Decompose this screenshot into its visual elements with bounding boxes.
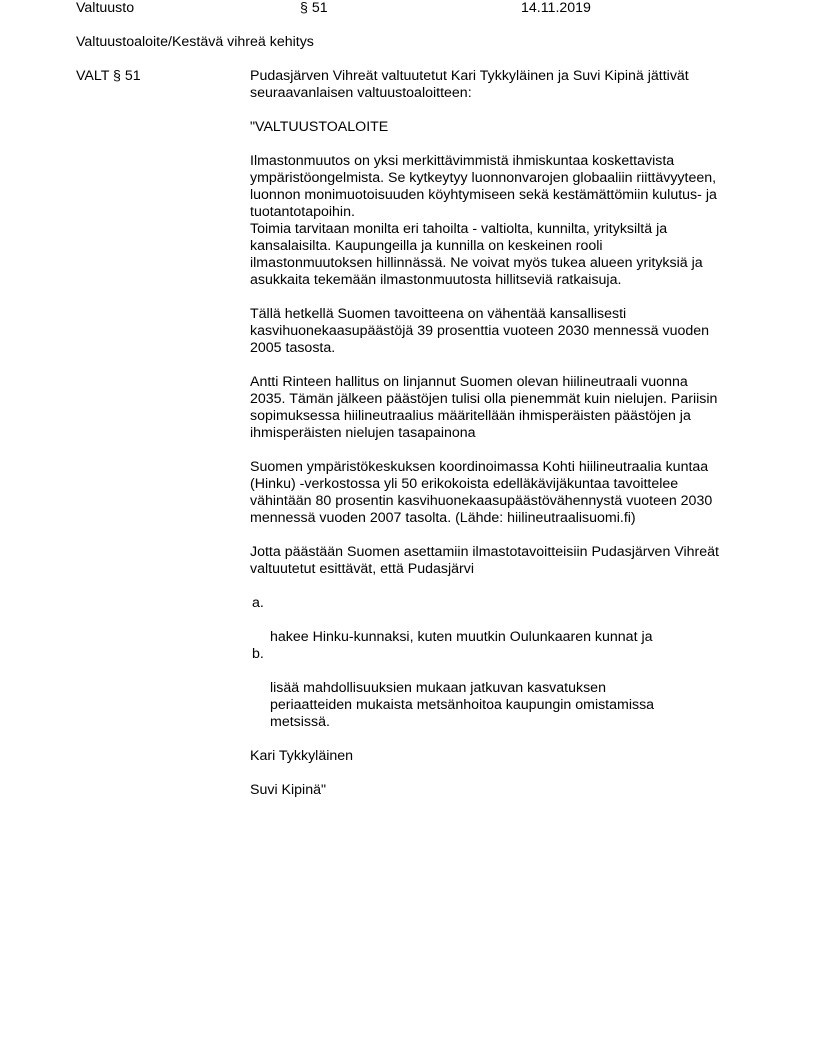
list-item-text: hakee Hinku-kunnaksi, kuten muutkin Oulunkaaren kunnat ja [270, 629, 653, 645]
proposal-list [250, 595, 750, 731]
list-item [250, 646, 750, 731]
body-paragraph: Suomen ympäristökeskuksen koordinoimassa Kohti hiilineutraalia kuntaa (Hinku) -verkostossa yli 50 erikokoista edelläkävijäkuntaa tavoittelee vähintään 80 prosentin kasvihuonekaasupäästövähennystä vuoteen 2030 mennessä vuoden 2007 tasolta. (Lähde: hiilineutraalisuomi.fi) [250, 459, 713, 526]
document-body [250, 68, 750, 816]
list-item-text: lisää mahdollisuuksien mukaan jatkuvan kasvatuksen periaatteiden mukaista metsänhoitoa kaupungin omistamissa metsissä. [270, 680, 655, 730]
header-section-number: § 51 [300, 0, 328, 16]
body-paragraph: Ilmastonmuutos on yksi merkittävimmistä ihmiskuntaa koskettavista ympäristöongelmista. Se kytkeytyy luonnonvarojen globaaliin riittävyyteen, luonnon monimuotoisuuden köyhtymiseen sekä kestämättömiin kulutus- ja tuotantotapoihin. Toimia tarvitaan monilta eri tahoilta - valtiolta, kunnilta, yrityksiltä ja kansalaisilta. Kaupungeilla ja kunnilla on keskeinen rooli ilmastonmuutoksen hillinnässä. Ne voivat myös tukea alueen yrityksiä ja asukkaita tekemään ilmastonmuutosta hillitseviä ratkaisuja. [250, 153, 717, 288]
header-date: 14.11.2019 [521, 0, 591, 16]
signature: Kari Tykkyläinen [250, 748, 354, 764]
body-paragraph: Jotta päästään Suomen asettamiin ilmastotavoitteisiin Pudasjärven Vihreät valtuutetut esittävät, että Pudasjärvi [250, 544, 719, 577]
list-marker: b. [252, 646, 264, 662]
body-paragraph: Antti Rinteen hallitus on linjannut Suomen olevan hiilineutraali vuonna 2035. Tämän jälkeen päästöjen tulisi olla pienemmät kuin nielujen. Pariisin sopimuksessa hiilineutraalius määritellään ihmisperäisten päästöjen ja ihmisperäisten nielujen tasapainona [250, 374, 718, 441]
section-label: VALT § 51 [76, 68, 141, 84]
signature: Suvi Kipinä" [250, 782, 327, 798]
list-item [250, 595, 750, 646]
motion-heading: "VALTUUSTOALOITE [250, 119, 389, 135]
document-subject: Valtuustoaloite/Kestävä vihreä kehitys [76, 34, 314, 50]
list-marker: a. [252, 595, 264, 611]
header-body-name: Valtuusto [76, 0, 135, 16]
intro-paragraph: Pudasjärven Vihreät valtuutetut Kari Tykkyläinen ja Suvi Kipinä jättivät seuraavanlaisen valtuustoaloitteen: [250, 68, 689, 101]
body-paragraph: Tällä hetkellä Suomen tavoitteena on vähentää kansallisesti kasvihuonekaasupäästöjä 39 prosenttia vuoteen 2030 mennessä vuoden 2005 tasosta. [250, 306, 710, 356]
